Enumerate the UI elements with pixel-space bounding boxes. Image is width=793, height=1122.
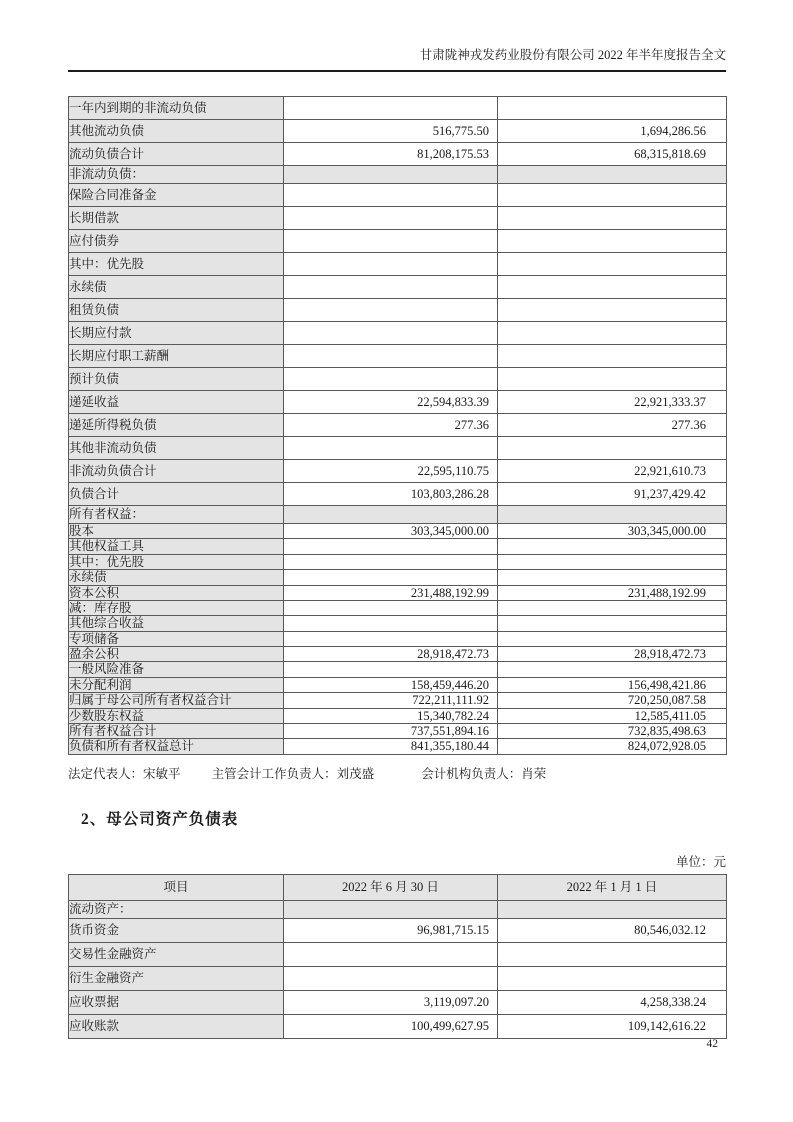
prior-period-value-cell: 22,921,333.37 [498, 391, 727, 414]
prior-period-value-cell [498, 631, 727, 646]
table-row [69, 677, 727, 692]
prior-period-column-header: 2022 年 1 月 1 日 [498, 874, 727, 900]
current-period-value-cell: 722,211,111.92 [284, 693, 498, 708]
current-period-value-cell [284, 230, 498, 253]
current-period-value-cell [284, 942, 498, 966]
prior-period-value-cell: 12,585,411.05 [498, 708, 727, 723]
prior-period-value-cell: 4,258,338.24 [498, 990, 727, 1014]
chief-accounting-officer: 主管会计工作负责人：刘茂盛 [211, 766, 375, 781]
current-period-value-cell [284, 299, 498, 322]
table-row [69, 299, 727, 322]
item-column-header: 项目 [69, 874, 284, 900]
row-label-cell: 长期借款 [69, 207, 284, 230]
row-label-cell: 盈余公积 [69, 647, 284, 662]
prior-period-value-cell [498, 276, 727, 299]
row-label-cell: 其中：优先股 [69, 554, 284, 569]
table-row [69, 184, 727, 207]
accounting-department-head: 会计机构负责人：肖荣 [421, 766, 547, 781]
row-label-cell: 减：库存股 [69, 600, 284, 615]
current-period-value-cell [284, 570, 498, 585]
row-label-cell: 一般风险准备 [69, 662, 284, 677]
table-row [69, 539, 727, 554]
current-period-value-cell [284, 253, 498, 276]
row-label-cell: 股本 [69, 524, 284, 539]
current-period-value-cell [284, 437, 498, 460]
table-row [69, 437, 727, 460]
prior-period-value-cell: 231,488,192.99 [498, 585, 727, 600]
prior-period-value-cell [498, 966, 727, 990]
current-period-value-cell: 96,981,715.15 [284, 918, 498, 942]
prior-period-value-cell [498, 616, 727, 631]
row-label-cell: 专项储备 [69, 631, 284, 646]
row-label-cell: 租赁负债 [69, 299, 284, 322]
prior-period-value-cell: 28,918,472.73 [498, 647, 727, 662]
prior-period-value-cell [498, 554, 727, 569]
current-period-value-cell: 303,345,000.00 [284, 524, 498, 539]
row-label-cell: 应付债券 [69, 230, 284, 253]
row-label-cell: 应收账款 [69, 1014, 284, 1038]
prior-period-value-cell [498, 570, 727, 585]
row-label-cell: 保险合同准备金 [69, 184, 284, 207]
prior-period-value-cell [498, 942, 727, 966]
prior-period-value-cell [498, 437, 727, 460]
row-label-cell: 所有者权益： [69, 506, 284, 524]
prior-period-value-cell: 1,694,286.56 [498, 120, 727, 143]
prior-period-value-cell: 80,546,032.12 [498, 918, 727, 942]
unit-label: 单位：元 [675, 854, 726, 869]
table-row [69, 723, 727, 738]
page-number: 42 [706, 1038, 718, 1050]
current-period-value-cell [284, 207, 498, 230]
table-row [69, 918, 727, 942]
current-period-value-cell [284, 97, 498, 120]
table-row [69, 990, 727, 1014]
row-label-cell: 非流动负债合计 [69, 460, 284, 483]
current-period-value-cell [284, 539, 498, 554]
prior-period-value-cell [498, 184, 727, 207]
prior-period-value-cell [498, 230, 727, 253]
row-label-cell: 归属于母公司所有者权益合计 [69, 693, 284, 708]
table-row [69, 143, 727, 166]
table-row [69, 97, 727, 120]
current-period-value-cell [284, 631, 498, 646]
signatory-line [68, 764, 726, 782]
current-period-value-cell [284, 166, 498, 184]
table-row [69, 207, 727, 230]
row-label-cell: 应收票据 [69, 990, 284, 1014]
table-row [69, 345, 727, 368]
table-row [69, 585, 727, 600]
current-period-column-header: 2022 年 6 月 30 日 [284, 874, 498, 900]
current-period-value-cell [284, 506, 498, 524]
row-label-cell: 其中：优先股 [69, 253, 284, 276]
prior-period-value-cell: 277.36 [498, 414, 727, 437]
current-period-value-cell [284, 322, 498, 345]
parent-balance-sheet-body [69, 900, 727, 1038]
current-period-value-cell [284, 616, 498, 631]
table-row [69, 524, 727, 539]
table-row [69, 966, 727, 990]
running-header [68, 0, 726, 72]
row-label-cell: 长期应付职工薪酬 [69, 345, 284, 368]
prior-period-value-cell: 824,072,928.05 [498, 739, 727, 754]
table-row [69, 414, 727, 437]
row-label-cell: 交易性金融资产 [69, 942, 284, 966]
row-label-cell: 递延收益 [69, 391, 284, 414]
row-label-cell: 资本公积 [69, 585, 284, 600]
table-row [69, 616, 727, 631]
current-period-value-cell: 737,551,894.16 [284, 723, 498, 738]
current-period-value-cell: 277.36 [284, 414, 498, 437]
prior-period-value-cell [498, 299, 727, 322]
current-period-value-cell [284, 368, 498, 391]
table-row [69, 662, 727, 677]
table-row [69, 570, 727, 585]
current-period-value-cell [284, 276, 498, 299]
current-period-value-cell: 22,595,110.75 [284, 460, 498, 483]
current-period-value-cell [284, 662, 498, 677]
row-label-cell: 预计负债 [69, 368, 284, 391]
row-label-cell: 一年内到期的非流动负债 [69, 97, 284, 120]
table-row [69, 693, 727, 708]
prior-period-value-cell: 732,835,498.63 [498, 723, 727, 738]
table-row [69, 1014, 727, 1038]
current-period-value-cell: 516,775.50 [284, 120, 498, 143]
row-label-cell: 递延所得税负债 [69, 414, 284, 437]
current-period-value-cell: 3,119,097.20 [284, 990, 498, 1014]
legal-representative: 法定代表人：宋敏平 [68, 766, 181, 781]
consolidated-balance-sheet-table [68, 96, 727, 755]
table-row [69, 631, 727, 646]
row-label-cell: 未分配利润 [69, 677, 284, 692]
current-period-value-cell: 158,459,446.20 [284, 677, 498, 692]
report-title: 甘肃陇神戎发药业股份有限公司 2022 年半年度报告全文 [419, 48, 726, 62]
prior-period-value-cell [498, 368, 727, 391]
current-period-value-cell [284, 966, 498, 990]
current-period-value-cell: 28,918,472.73 [284, 647, 498, 662]
prior-period-value-cell: 109,142,616.22 [498, 1014, 727, 1038]
current-period-value-cell [284, 900, 498, 918]
table-row [69, 253, 727, 276]
current-period-value-cell [284, 554, 498, 569]
prior-period-value-cell: 720,250,087.58 [498, 693, 727, 708]
prior-period-value-cell [498, 662, 727, 677]
prior-period-value-cell [498, 207, 727, 230]
section-title: 2、母公司资产负债表 [81, 810, 239, 828]
prior-period-value-cell [498, 253, 727, 276]
prior-period-value-cell: 303,345,000.00 [498, 524, 727, 539]
row-label-cell: 负债合计 [69, 483, 284, 506]
current-period-value-cell: 81,208,175.53 [284, 143, 498, 166]
current-period-value-cell: 841,355,180.44 [284, 739, 498, 754]
row-label-cell: 流动负债合计 [69, 143, 284, 166]
row-label-cell: 负债和所有者权益总计 [69, 739, 284, 754]
row-label-cell: 其他非流动负债 [69, 437, 284, 460]
row-label-cell: 永续债 [69, 276, 284, 299]
table-row [69, 483, 727, 506]
row-label-cell: 衍生金融资产 [69, 966, 284, 990]
table-row [69, 554, 727, 569]
table-row [69, 230, 727, 253]
prior-period-value-cell [498, 900, 727, 918]
row-label-cell: 所有者权益合计 [69, 723, 284, 738]
table-row [69, 460, 727, 483]
row-label-cell: 少数股东权益 [69, 708, 284, 723]
prior-period-value-cell [498, 345, 727, 368]
table-row [69, 120, 727, 143]
prior-period-value-cell: 22,921,610.73 [498, 460, 727, 483]
current-period-value-cell [284, 345, 498, 368]
row-label-cell: 其他权益工具 [69, 539, 284, 554]
table-row [69, 708, 727, 723]
table-row [69, 322, 727, 345]
row-label-cell: 流动资产： [69, 900, 284, 918]
row-label-cell: 其他综合收益 [69, 616, 284, 631]
table-row [69, 739, 727, 754]
table-row [69, 600, 727, 615]
prior-period-value-cell [498, 97, 727, 120]
current-period-value-cell: 15,340,782.24 [284, 708, 498, 723]
current-period-value-cell [284, 184, 498, 207]
row-label-cell: 非流动负债： [69, 166, 284, 184]
row-label-cell: 其他流动负债 [69, 120, 284, 143]
row-label-cell: 永续债 [69, 570, 284, 585]
current-period-value-cell: 231,488,192.99 [284, 585, 498, 600]
table-row [69, 276, 727, 299]
table-row [69, 647, 727, 662]
prior-period-value-cell: 68,315,818.69 [498, 143, 727, 166]
prior-period-value-cell: 91,237,429.42 [498, 483, 727, 506]
table-row [69, 391, 727, 414]
prior-period-value-cell [498, 539, 727, 554]
table-row [69, 900, 727, 918]
table-row [69, 368, 727, 391]
table-header-row [69, 874, 727, 900]
parent-balance-sheet-table [68, 874, 727, 1039]
table-row [69, 942, 727, 966]
prior-period-value-cell [498, 166, 727, 184]
table-row [69, 166, 727, 184]
current-period-value-cell: 103,803,286.28 [284, 483, 498, 506]
prior-period-value-cell [498, 506, 727, 524]
prior-period-value-cell: 156,498,421.86 [498, 677, 727, 692]
row-label-cell: 长期应付款 [69, 322, 284, 345]
table-row [69, 506, 727, 524]
balance-sheet-body [69, 97, 727, 755]
current-period-value-cell: 100,499,627.95 [284, 1014, 498, 1038]
row-label-cell: 货币资金 [69, 918, 284, 942]
prior-period-value-cell [498, 600, 727, 615]
current-period-value-cell [284, 600, 498, 615]
current-period-value-cell: 22,594,833.39 [284, 391, 498, 414]
prior-period-value-cell [498, 322, 727, 345]
